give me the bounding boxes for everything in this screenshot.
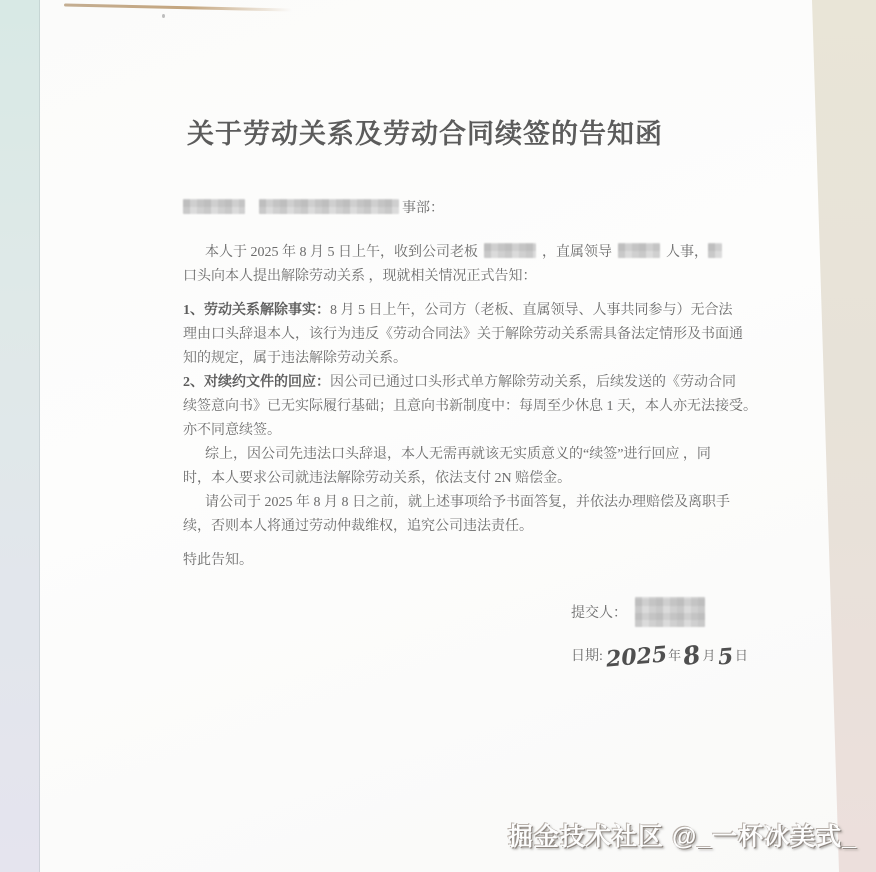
redacted-recipient-department (259, 199, 399, 214)
demand-line-1: 请公司于 2025 年 8 月 8 日之前，就上述事项给予书面答复，并依法办理赔偿及离职手 (205, 495, 730, 510)
conclusion-line-1: 综上，因公司先违法口头辞退，本人无需再就该无实质意义的“续签”进行回应 ，同 (205, 447, 711, 462)
day-unit: 日 (734, 648, 748, 663)
handwritten-day: 5 (716, 643, 734, 671)
redacted-boss-name (484, 243, 536, 258)
document-title: 关于劳动关系及劳动合同续签的告知函 (187, 119, 663, 149)
background-right-band (806, 0, 876, 872)
addressee-line (183, 197, 717, 221)
section-2-line-1 (183, 371, 736, 395)
demand-line-2: 续，否则本人将通过劳动仲裁维权，追究公司违法责任。 (183, 519, 533, 534)
text-segment: 人事， (666, 245, 708, 260)
redacted-recipient-name (183, 199, 245, 214)
section-1-line-2: 理由口头辞退本人，该行为违反《劳动合同法》关于解除劳动关系需具备法定情形及书面通 (183, 327, 743, 342)
redacted-submitter-name (635, 597, 705, 627)
section-1-line-3: 知的规定，属于违法解除劳动关系。 (183, 351, 407, 366)
section-1-line-1 (183, 299, 733, 323)
section-1-heading: 1、劳动关系解除事实： (183, 303, 330, 318)
table-edge-line (64, 3, 292, 11)
section-1-dismissal-facts (183, 299, 743, 371)
document-body (183, 197, 757, 673)
demand-paragraph (183, 491, 730, 539)
section-2-renewal-response (183, 371, 757, 443)
submitter-label: 提交人： (571, 606, 627, 621)
conclusion-paragraph (183, 443, 717, 491)
handwritten-month: 8 (680, 639, 703, 672)
text-segment: 因公司已通过口头形式单方解除劳动关系，后续发送的《劳动合同 (330, 375, 736, 390)
text-segment: 8 月 5 日上午，公司方（老板、直属领导、人事共同参与）无合法 (330, 303, 733, 318)
intro-line-2: 口头向本人提出解除劳动关系 ，现就相关情况正式告知： (183, 269, 537, 284)
section-2-line-2: 续签意向书》已无实际履行基础；且意向书新制度中：每周至少休息 1 天，本人亦无法接受。 (183, 399, 757, 414)
addressee-suffix: 事部： (402, 201, 444, 216)
date-label: 日期: (571, 649, 603, 664)
watermark: 掘金技术社区 @_一杯冰美式_ (508, 823, 858, 851)
signature-block (571, 597, 748, 673)
date-line (571, 639, 748, 673)
handwritten-year: 2025 (604, 641, 669, 673)
intro-line-1 (183, 241, 717, 265)
closing-line: 特此告知。 (183, 553, 253, 568)
text-segment: 本人于 2025 年 8 月 5 日上午，收到公司老板 (205, 245, 478, 260)
intro-paragraph (183, 241, 717, 289)
month-unit: 月 (702, 648, 716, 663)
conclusion-line-2: 时，本人要求公司就违法解除劳动关系，依法支付 2N 赔偿金。 (183, 471, 572, 486)
text-segment: ，直属领导 (542, 245, 612, 260)
background-left-band (0, 0, 40, 872)
submitter-line (571, 597, 717, 627)
redacted-leader-name (618, 243, 660, 258)
year-unit: 年 (668, 648, 682, 663)
section-2-line-3: 亦不同意续签。 (183, 423, 281, 438)
section-2-heading: 2、对续约文件的回应： (183, 375, 330, 390)
redacted-hr-name (708, 243, 722, 258)
paper-speck (162, 14, 165, 18)
